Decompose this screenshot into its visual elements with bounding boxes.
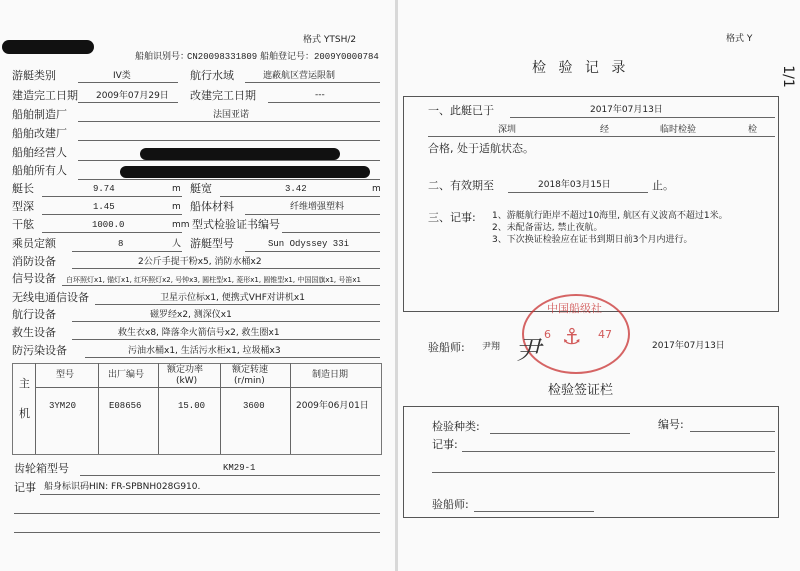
anchor-icon: ⚓ (562, 325, 582, 350)
stamp-text: 中国船级社 (547, 302, 602, 315)
engine-power: 15.00 (178, 401, 206, 411)
operator-label: 船舶经营人 (12, 146, 67, 159)
crew-label: 乘员定额 (12, 237, 56, 250)
inspector-name: 尹翔 (482, 342, 501, 352)
inspect-result: 合格, 处于适航状态。 (428, 142, 534, 155)
format-label: 格式 YTSH/2 (303, 35, 357, 45)
engine-header-serial: 出厂编号 (108, 370, 145, 380)
draft-value: 1000.0 (92, 220, 125, 230)
signal-value: 白环照灯x1, 锚灯x1, 红环照灯x2, 号钟x3, 圆柱型x1, 菱形x1, 圆锥型x1, 中国国旗x1, 号笛x1 (66, 276, 361, 284)
depth-value: 1.45 (93, 202, 115, 212)
model-label: 游艇型号 (190, 237, 234, 250)
note-2: 2、未配备雷达, 禁止夜航。 (492, 223, 603, 233)
inspect-date: 2017年07月13日 (652, 341, 725, 351)
inspect-check: 检 (748, 125, 758, 135)
record-title: 检 验 记 录 (532, 60, 630, 76)
type-value: IV类 (113, 71, 131, 81)
model-value: Sun Odyssey 33i (268, 239, 350, 249)
radio-label: 无线电通信设备 (12, 291, 89, 304)
nav-value: 磁罗经x2, 测深仪x1 (150, 310, 232, 320)
signal-label: 信号设备 (12, 272, 56, 285)
gearbox-value: KM29-1 (223, 463, 256, 473)
item1-date: 2017年07月13日 (590, 105, 663, 115)
redacted-area (140, 148, 340, 160)
stamp-num-left: 6 (544, 328, 551, 341)
reg-no: 2009Y0000784 (314, 52, 379, 62)
stamp-num-right: 47 (598, 328, 612, 341)
builder-value: 法国亚诺 (213, 110, 250, 120)
pollution-value: 污油水桶x1, 生活污水柜x1, 垃圾桶x3 (128, 346, 281, 356)
right-format-label: 格式 Y (726, 34, 753, 44)
engine-side-label-2: 机 (19, 407, 30, 420)
kind-label: 检验种类: (432, 420, 480, 433)
builder-label: 船舶制造厂 (12, 108, 67, 121)
endorse-note-label: 记事: (432, 438, 458, 451)
remark-value: 船身标识码HIN: FR-SPBNH028G910. (44, 482, 201, 492)
beam-label: 艇宽 (190, 182, 212, 195)
hull-id: CN20098331809 (187, 52, 258, 62)
area-label: 航行水域 (190, 69, 234, 82)
refit-value: --- (315, 90, 325, 100)
valid-until: 2018年03月15日 (538, 180, 611, 190)
length-value: 9.74 (93, 184, 115, 194)
page-mark: 1/1 (779, 65, 796, 88)
type-label: 游艇类别 (12, 69, 56, 82)
built-value: 2009年07月29日 (96, 91, 169, 101)
engine-header-date: 制造日期 (312, 370, 349, 380)
owner-label: 船舶所有人 (12, 164, 67, 177)
pollution-label: 防污染设备 (12, 344, 67, 357)
engine-date: 2009年06月01日 (296, 401, 369, 411)
redacted-area (120, 166, 370, 178)
engine-header-model: 型号 (56, 370, 75, 380)
engine-speed: 3600 (243, 401, 265, 411)
life-value: 救生衣x8, 降落伞火箭信号x2, 救生圈x1 (118, 328, 280, 338)
surveyor-label: 验船师: (432, 498, 469, 511)
item2-label: 二、有效期至 (428, 179, 494, 192)
engine-header-power: 额定功率 (167, 365, 204, 375)
cert-label: 型式检验证书编号 (192, 218, 280, 231)
signature: 尹 (515, 336, 542, 366)
refit-label: 改建完工日期 (190, 89, 256, 102)
gearbox-label: 齿轮箱型号 (14, 462, 69, 475)
valid-end: 止。 (652, 179, 674, 192)
beam-value: 3.42 (285, 184, 307, 194)
certificate-spread: 格式 YTSH/2 船舶识别号： CN20098331809 船舶登记号： 2009Y0000784 游艇类别 IV类 航行水域 遮蔽航区营运限制 建造完工日期 2009年07月29日 改建完工日期 --- 船舶制造厂 法国亚诺 船舶改建厂 船舶经营人 船舶所有人 艇长 9.74 m 艇宽 3.42 m 型深 1.45 m 船体材料 纤维增强塑料 干舷 1000.0 mm 型式检验证书编号 乘员定额 8 人 游艇型号 Sun Odyssey 33i 消防设备 2公斤手提干粉x5, 消防水桶x2 信号设备 白环照灯x1, 锚灯x1, 红环照灯x2, 号钟x3, 圆柱型x1, 菱形x1, 圆锥型x1, 中国国旗x1, 号笛x1 无线电通信设备 卫星示位标x1, 便携式VHF对讲机x1 航行设备 磁罗经x2, 测深仪x1 救生设备 救生衣x8, 降落伞火箭信号x2, 救生圈x1 防污染设备 污油水桶x1, 生活污水柜x1, 垃圾桶x3 主 机 型号 出厂编号 额定功率 (kW) 额定转速 (r/min) 制造日期 3YM20 E08656 15.00 3600 2009年06月01日 齿轮箱型号 KM29-1 记事 船身标识码HIN: FR-SPBNH028G910. 格式 Y 1/1 检 验 记 录 一、此艇已于 2017年07月13日 深圳 经 临时检验 检 合格, 处于适航状态。 二、有效期至 2018年03月15日 止。 三、记事: 1、游艇航行距岸不超过10海里, 航区有义波高不超过1米。 2、未配备雷达, 禁止夜航。 3、下次换证检验应在证书到期日前3个月内进行。 中国船级社 ⚓ 6 47 验船师: 尹翔 尹 2017年07月13日 检验签证栏 检验种类: 编号: 记事: 验船师: (0, 0, 800, 571)
material-label: 船体材料 (190, 200, 234, 213)
engine-header-speed: 额定转速 (232, 365, 269, 375)
draft-label: 干舷 (12, 218, 34, 231)
life-label: 救生设备 (12, 326, 56, 339)
inspect-kind: 临时检验 (660, 125, 697, 135)
remark-label: 记事 (14, 481, 36, 494)
note-3: 3、下次换证检验应在证书到期日前3个月内进行。 (492, 235, 693, 245)
engine-serial: E08656 (109, 401, 142, 411)
length-label: 艇长 (12, 182, 34, 195)
built-label: 建造完工日期 (12, 89, 78, 102)
fire-label: 消防设备 (12, 255, 56, 268)
inspect-place: 深圳 (498, 125, 517, 135)
area-value: 遮蔽航区营运限制 (263, 71, 336, 81)
endorse-title: 检验签证栏 (548, 383, 614, 398)
reg-no-label: 船舶登记号： (260, 52, 315, 62)
inspect-by: 经 (600, 125, 610, 135)
nav-label: 航行设备 (12, 308, 56, 321)
material-value: 纤维增强塑料 (290, 202, 345, 212)
hull-id-label: 船舶识别号： (135, 52, 190, 62)
fire-value: 2公斤手提干粉x5, 消防水桶x2 (138, 257, 262, 267)
depth-label: 型深 (12, 200, 34, 213)
item1-label: 一、此艇已于 (428, 104, 494, 117)
item3-label: 三、记事: (428, 211, 476, 224)
note-1: 1、游艇航行距岸不超过10海里, 航区有义波高不超过1米。 (492, 211, 728, 221)
engine-side-label-1: 主 (19, 377, 30, 390)
radio-value: 卫星示位标x1, 便携式VHF对讲机x1 (160, 293, 305, 303)
inspector-label: 验船师: (428, 341, 465, 354)
rebuilder-label: 船舶改建厂 (12, 127, 67, 140)
crew-value: 8 (118, 239, 124, 249)
redacted-area (2, 40, 94, 54)
engine-model: 3YM20 (49, 401, 77, 411)
record-box (403, 96, 779, 312)
number-label: 编号: (658, 418, 684, 431)
